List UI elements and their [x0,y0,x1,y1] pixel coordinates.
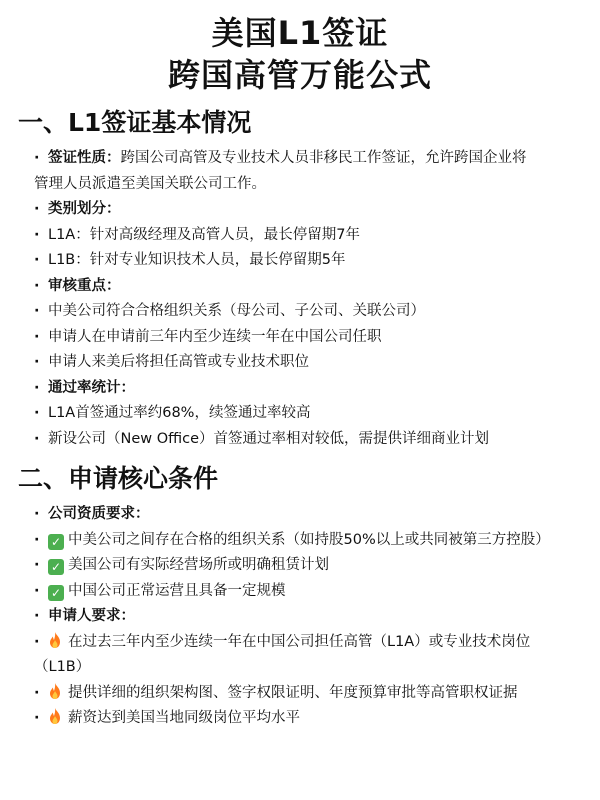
bullet: · [34,405,40,421]
applicant-item-1 [34,630,582,681]
bullet: · [34,710,40,726]
section-1-list [0,146,600,452]
review-item-3 [34,350,582,376]
check-mark-icon: ✓ [48,559,64,575]
company-item-2 [34,553,582,579]
fire-icon [48,683,62,699]
nature-label: 签证性质： [48,150,121,166]
nature-item [34,146,582,197]
rate-text: 新设公司（New Office）首签通过率相对较低，需提供详细商业计划 [48,430,490,447]
company-text: 美国公司有实际经营场所或明确租赁计划 [68,557,329,573]
rate-item-1 [34,401,582,427]
bullet: · [34,430,40,447]
company-item-1 [34,528,582,554]
section-2-list [0,502,600,732]
bullet: · [34,252,40,268]
applicant-text: 提供详细的组织架构图、签字权限证明、年度预算审批等高管职权证据 [68,684,518,701]
review-text: 申请人来美后将担任高管或专业技术职位 [48,354,309,370]
company-label-item [34,502,582,528]
company-text: 中美公司之间存在合格的组织关系（如持股50%以上或共同被第三方控股） [68,531,550,548]
review-text: 申请人在申请前三年内至少连续一年在中国公司任职 [48,328,382,345]
nature-text-line-2: 管理人员派遣至美国关联公司工作。 [34,175,266,192]
check-mark-icon: ✓ [48,534,64,550]
applicant-text: 薪资达到美国当地同级岗位平均水平 [68,710,300,726]
category-label: 类别划分： [48,201,121,217]
section-2-heading: 二、申请核心条件 [18,464,219,493]
review-label-item [34,274,582,300]
rate-text: L1A首签通过率约68%，续签通过率较高 [48,405,311,421]
l1b-text: L1B：针对专业知识技术人员，最长停留期5年 [48,252,346,268]
rate-label-item [34,376,582,402]
bullet: · [34,354,40,370]
company-item-3 [34,579,582,605]
category-label-item [34,197,582,223]
fire-icon [48,632,62,648]
bullet: · [34,531,40,548]
l1b-item [34,248,582,274]
bullet: · [34,150,40,166]
title-line-2: 跨国高管万能公式 [167,56,432,94]
bullet: · [34,633,40,650]
company-text: 中国公司正常运营且具备一定规模 [68,582,286,599]
applicant-label: 申请人要求： [48,608,135,624]
applicant-item-2 [34,681,582,707]
applicant-text-line-2: （L1B） [34,659,91,675]
bullet: · [34,226,40,243]
applicant-text-line-1: 在过去三年内至少连续一年在中国公司担任高管（L1A）或专业技术岗位 [68,633,531,650]
rate-label: 通过率统计： [48,379,135,396]
rate-item-2 [34,427,582,453]
title-line-1: 美国L1签证 [211,14,389,52]
bullet: · [34,328,40,345]
bullet: · [34,582,40,599]
applicant-label-item [34,604,582,630]
review-text: 中美公司符合合格组织关系（母公司、子公司、关联公司） [48,303,425,319]
applicant-item-3 [34,706,582,732]
bullet: · [34,201,40,217]
bullet: · [34,506,40,522]
section-1-heading: 一、L1签证基本情况 [18,108,252,137]
l1a-item [34,223,582,249]
fire-icon [48,708,62,724]
nature-text-line-1: 跨国公司高管及专业技术人员非移民工作签证，允许跨国企业将 [120,150,527,166]
l1a-text: L1A：针对高级经理及高管人员，最长停留期7年 [48,226,360,243]
review-item-2 [34,325,582,351]
check-mark-icon: ✓ [48,585,64,601]
review-label: 审核重点： [48,277,121,294]
page-title [0,0,600,96]
review-item-1 [34,299,582,325]
bullet: · [34,277,40,294]
bullet: · [34,303,40,319]
bullet: · [34,557,40,573]
bullet: · [34,608,40,624]
bullet: · [34,684,40,701]
company-label: 公司资质要求： [48,506,150,522]
bullet: · [34,379,40,396]
